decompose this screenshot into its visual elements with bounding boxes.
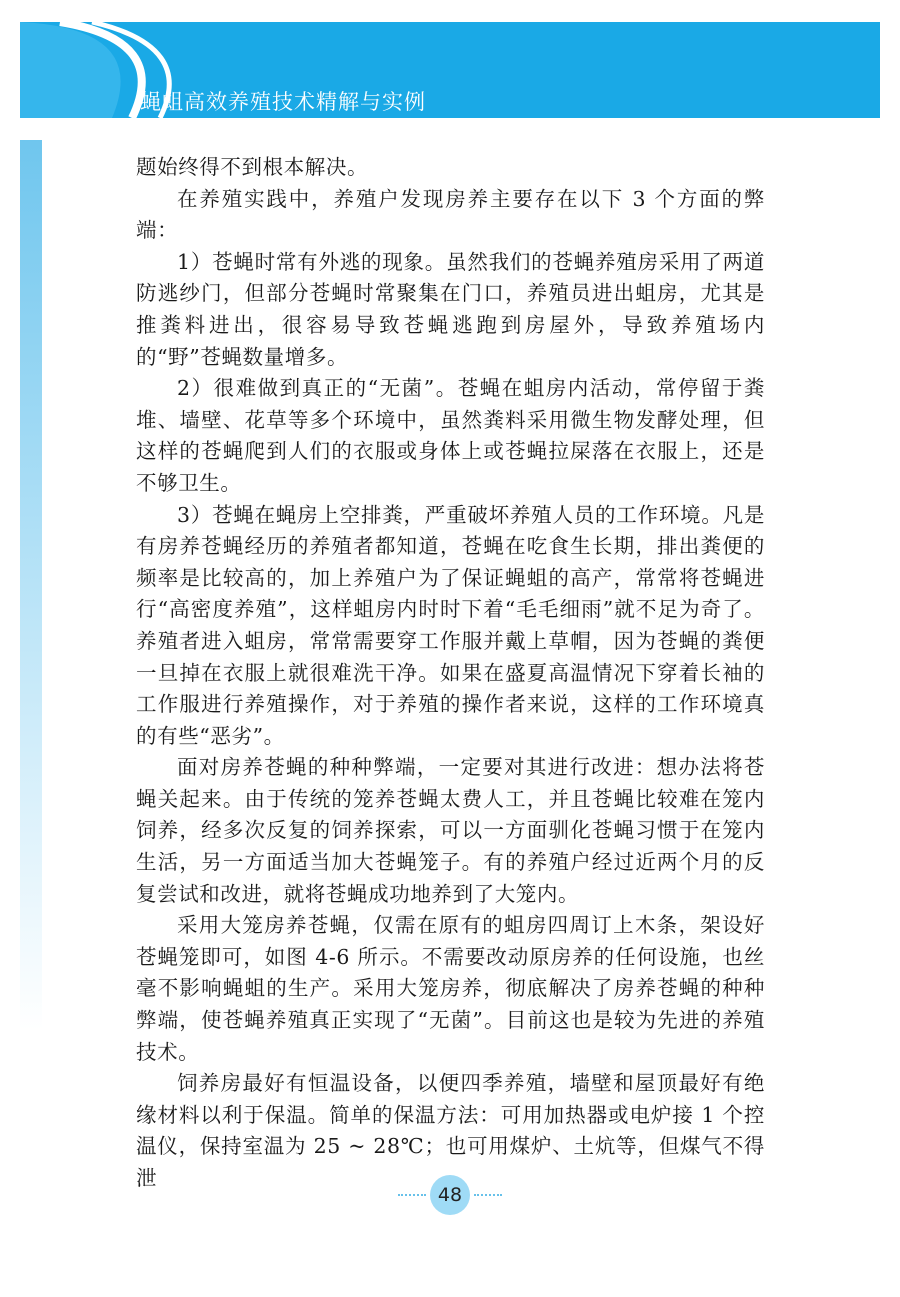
paragraph: 面对房养苍蝇的种种弊端，一定要对其进行改进：想办法将苍蝇关起来。由于传统的笼养苍蝇太费人工，并且苍蝇比较难在笼内饲养，经多次反复的饲养探索，可以一方面驯化苍蝇习惯于在笼内生活，另一方面适当加大苍蝇笼子。有的养殖户经过近两个月的反复尝试和改进，就将苍蝇成功地养到了大笼内。 xyxy=(136,755,765,906)
paragraph: 饲养房最好有恒温设备，以便四季养殖，墙壁和屋顶最好有绝缘材料以利于保温。简单的保温方法：可用加热器或电炉接 1 个控温仪，保持室温为 25 ~ 28℃；也可用煤炉、土炕等，但煤气不得泄 xyxy=(136,1071,765,1190)
page-footer xyxy=(0,1175,900,1215)
paragraph: 1）苍蝇时常有外逃的现象。虽然我们的苍蝇养殖房采用了两道防逃纱门，但部分苍蝇时常聚集在门口，养殖员进出蛆房，尤其是推粪料进出，很容易导致苍蝇逃跑到房屋外，导致养殖场内的“野”苍蝇数量增多。 xyxy=(136,249,765,369)
header-band xyxy=(0,0,900,140)
side-decor-strip xyxy=(20,140,42,1030)
paragraph: 题始终得不到根本解决。 xyxy=(136,155,369,179)
running-header-title: 蝇蛆高效养殖技术精解与实例 xyxy=(140,90,426,114)
page-number: 48 xyxy=(430,1175,470,1215)
paragraph: 3）苍蝇在蝇房上空排粪，严重破坏养殖人员的工作环境。凡是有房养苍蝇经历的养殖者都知道，苍蝇在吃食生长期，排出粪便的频率是比较高的，加上养殖户为了保证蝇蛆的高产，常常将苍蝇进行“高密度养殖”，这样蛆房内时时下着“毛毛细雨”就不足为奇了。养殖者进入蛆房，常常需要穿工作服并戴上草帽，因为苍蝇的粪便一旦掉在衣服上就很难洗干净。如果在盛夏高温情况下穿着长袖的工作服进行养殖操作，对于养殖的操作者来说，这样的工作环境真的有些“恶劣”。 xyxy=(136,502,765,748)
paragraph: 2）很难做到真正的“无菌”。苍蝇在蛆房内活动，常停留于粪堆、墙壁、花草等多个环境中，虽然粪料采用微生物发酵处理，但这样的苍蝇爬到人们的衣服或身体上或苍蝇拉屎落在衣服上，还是不够卫生。 xyxy=(136,376,765,495)
dotted-rule-right xyxy=(474,1194,502,1198)
paragraph: 在养殖实践中，养殖户发现房养主要存在以下 3 个方面的弊端： xyxy=(136,186,765,243)
dotted-rule-left xyxy=(398,1194,426,1198)
header-wave-decoration xyxy=(0,0,900,140)
body-text xyxy=(136,152,765,1195)
paragraph: 采用大笼房养苍蝇，仅需在原有的蛆房四周订上木条，架设好苍蝇笼即可，如图 4-6 所示。不需要改动原房养的任何设施，也丝毫不影响蝇蛆的生产。采用大笼房养，彻底解决了房养苍蝇的种种弊端，使苍蝇养殖真正实现了“无菌”。目前这也是较为先进的养殖技术。 xyxy=(136,913,765,1064)
